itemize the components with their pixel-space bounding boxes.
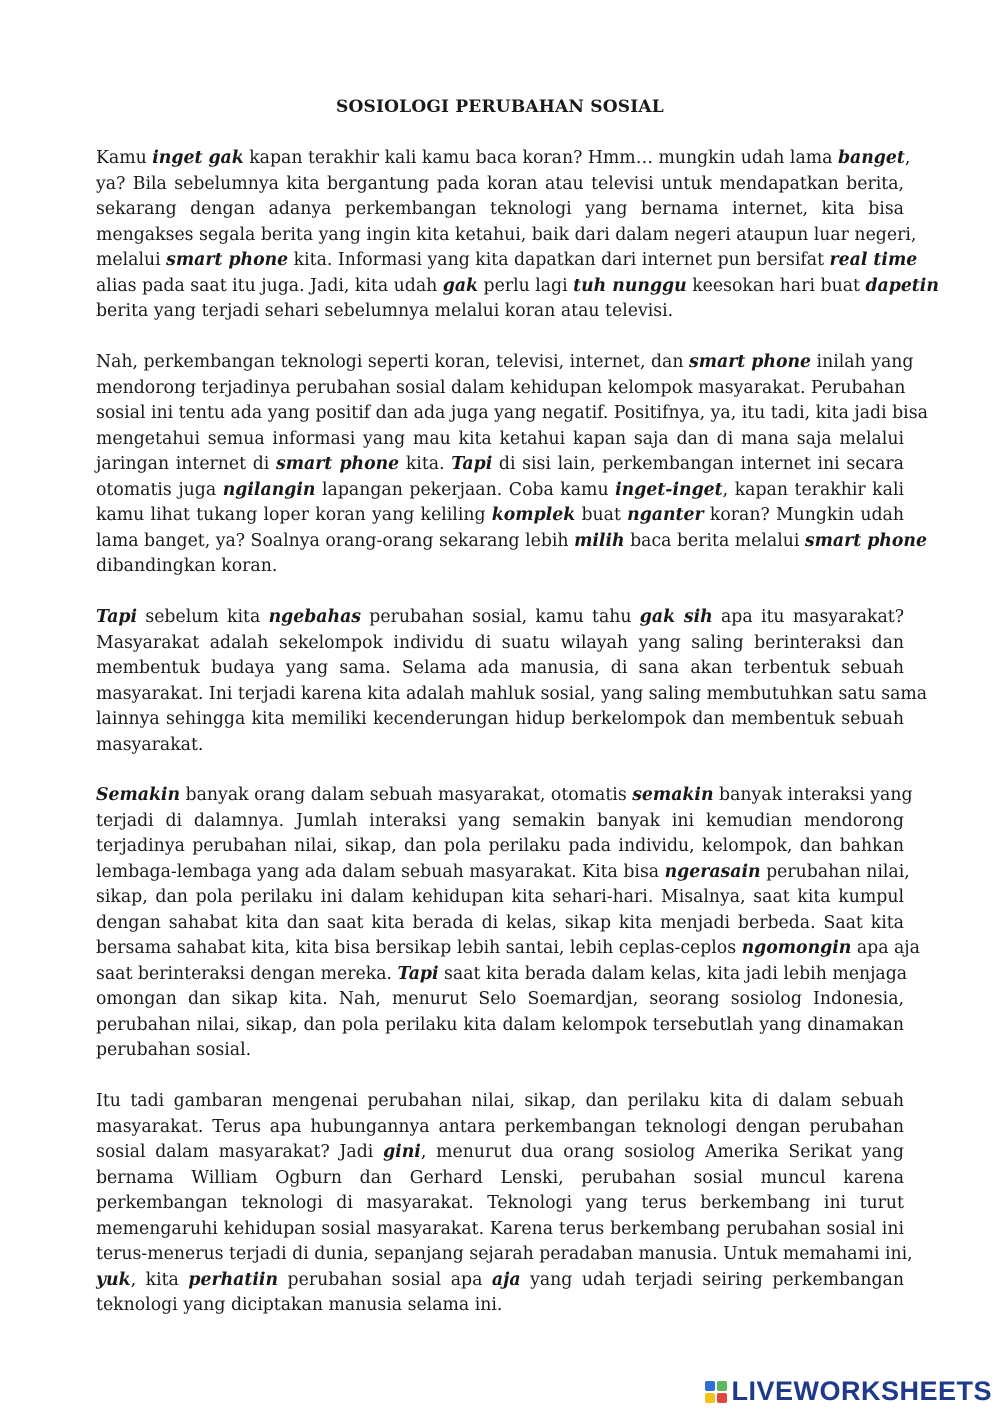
paragraph-4 [96,783,920,1064]
text-line: masyarakat. Ini terjadi karena kita adalah mahluk sosial, yang saling membutuhkan satu sama [96,683,928,704]
text-line: sikap, dan pola perilaku ini dalam kehidupan kita sehari-hari. Misalnya, saat kita kumpul [96,887,904,907]
text-line: otomatis juga ngilangin lapangan pekerjaan. Coba kamu inget-inget, kapan terakhir kali [96,479,904,500]
text-line: dibandingkan koran. [96,556,278,576]
text-line: terus-menerus terjadi di dunia, sepanjang sejarah peradaban manusia. Untuk memahami ini, [96,1244,913,1264]
paragraph-3 [96,605,928,758]
text-line: saat berinteraksi dengan mereka. Tapi saat kita berada dalam kelas, kita jadi lebih menjaga [96,963,908,984]
text-line: melalui smart phone kita. Informasi yang kita dapatkan dari internet pun bersifat real time [96,250,918,270]
text-line: mengakses segala berita yang ingin kita ketahui, baik dari dalam negeri ataupun luar negeri, [96,224,917,245]
text-line: yuk, kita perhatiin perubahan sosial apa aja yang udah terjadi seiring perkembangan [96,1269,904,1290]
text-line: perkembangan teknologi di masyarakat. Teknologi yang terus berkembang ini turut [96,1193,904,1213]
text-line: lembaga-lembaga yang ada dalam sebuah masyarakat. Kita bisa ngerasain perubahan nilai, [96,861,910,882]
text-line: alias pada saat itu juga. Jadi, kita udah gak perlu lagi tuh nunggu keesokan hari buat dapetin [96,275,939,296]
text-line: membentuk budaya yang sama. Selama ada manusia, di sana akan terbentuk sebuah [96,658,904,678]
text-line: sosial dalam masyarakat? Jadi gini, menurut dua orang sosiolog Amerika Serikat yang [96,1142,904,1162]
text-line: perubahan sosial. [96,1040,252,1060]
text-line: Nah, perkembangan teknologi seperti koran, televisi, internet, dan smart phone inilah yang [96,352,914,372]
text-line: sosial ini tentu ada yang positif dan ada juga yang negatif. Positifnya, ya, itu tadi, kita jadi bisa [96,403,928,423]
logo-square-blue [705,1381,715,1391]
text-line: ya? Bila sebelumnya kita bergantung pada koran atau televisi untuk mendapatkan berita, [96,173,904,194]
page-title: SOSIOLOGI PERUBAHAN SOSIAL [336,97,664,117]
liveworksheets-logo-icon [705,1381,727,1403]
text-line: teknologi yang diciptakan manusia selama ini. [96,1295,503,1315]
text-line: Kamu inget gak kapan terakhir kali kamu baca koran? Hmm… mungkin udah lama banget, [96,148,911,168]
text-line: omongan dan sikap kita. Nah, menurut Selo Soemardjan, seorang sosiolog Indonesia, [96,989,904,1009]
text-line: kamu lihat tukang loper koran yang keliling komplek buat nganter koran? Mungkin udah [96,505,904,525]
text-line: lainnya sehingga kita memiliki kecenderungan hidup berkelompok dan membentuk sebuah [96,709,904,729]
paragraph-2 [96,350,928,580]
text-line: terjadinya perubahan nilai, sikap, dan pola perilaku pada individu, kelompok, dan bahkan [96,836,904,856]
text-line: memengaruhi kehidupan sosial masyarakat. Karena terus berkembang perubahan sosial ini [96,1218,904,1239]
text-line: jaringan internet di smart phone kita. Tapi di sisi lain, perkembangan internet ini secara [96,454,904,474]
text-line: perubahan nilai, sikap, dan pola perilaku kita dalam kelompok tersebutlah yang dinamakan [96,1014,904,1035]
text-line: berita yang terjadi sehari sebelumnya melalui koran atau televisi. [96,301,674,321]
logo-square-green [717,1381,727,1391]
brand-name: LIVEWORKSHEETS [731,1376,992,1406]
paragraph-1 [96,146,939,325]
paragraph-5 [96,1089,913,1319]
logo-square-yellow [705,1393,715,1403]
text-line: Itu tadi gambaran mengenai perubahan nilai, sikap, dan perilaku kita di dalam sebuah [96,1091,904,1111]
text-line: bernama William Ogburn dan Gerhard Lenski, perubahan sosial muncul karena [96,1167,904,1188]
text-line: Masyarakat adalah sekelompok individu di suatu wilayah yang saling berinteraksi dan [96,632,904,653]
text-line: Semakin banyak orang dalam sebuah masyarakat, otomatis semakin banyak interaksi yang [96,785,913,805]
logo-square-red [717,1393,727,1403]
liveworksheets-branding[interactable] [705,1376,992,1407]
text-line: Tapi sebelum kita ngebahas perubahan sosial, kamu tahu gak sih apa itu masyarakat? [96,607,904,627]
text-line: sekarang dengan adanya perkembangan teknologi yang bernama internet, kita bisa [96,199,904,219]
text-line: masyarakat. [96,734,204,755]
text-line: lama banget, ya? Soalnya orang-orang sekarang lebih milih baca berita melalui smart phone [96,530,927,551]
text-line: masyarakat. Terus apa hubungannya antara perkembangan teknologi dengan perubahan [96,1116,904,1137]
text-line: dengan sahabat kita dan saat kita berada di kelas, sikap kita menjadi berbeda. Saat kita [96,912,904,933]
text-line: mendorong terjadinya perubahan sosial dalam kehidupan kelompok masyarakat. Perubahan [96,377,906,398]
text-line: mengetahui semua informasi yang mau kita ketahui kapan saja dan di mana saja melalui [96,428,904,449]
text-line: terjadi di dalamnya. Jumlah interaksi yang semakin banyak ini kemudian mendorong [96,810,904,831]
text-line: bersama sahabat kita, kita bisa bersikap lebih santai, lebih ceplas-ceplos ngomongin apa aja [96,938,920,958]
